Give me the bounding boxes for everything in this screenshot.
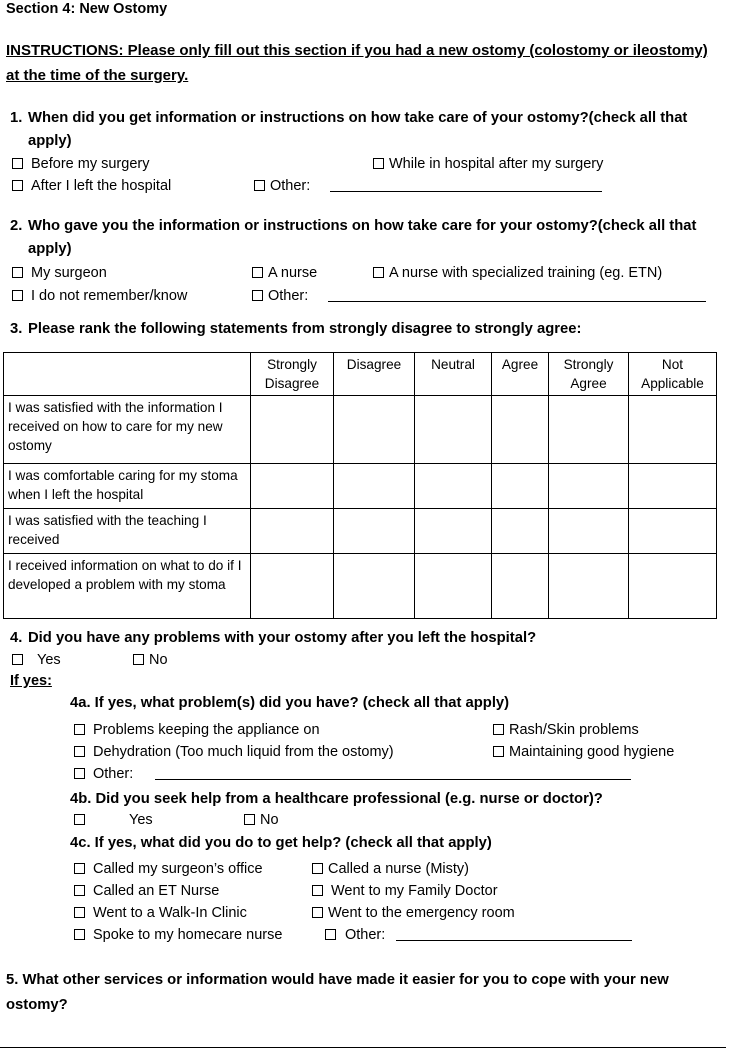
checkbox-icon[interactable] <box>493 746 504 757</box>
q4b-option-no[interactable] <box>244 810 279 830</box>
table-cell[interactable] <box>415 509 492 554</box>
q2-option-label: A nurse with specialized training (eg. ETN) <box>389 265 663 281</box>
q4b-option-yes[interactable] <box>74 810 153 830</box>
question-1-text: When did you get information or instructions on how take care of your ostomy?(check all that apply) <box>28 110 688 149</box>
checkbox-icon[interactable] <box>74 724 85 735</box>
table-cell[interactable] <box>251 396 334 464</box>
q4c-option-label: Called a nurse (Misty) <box>328 861 470 877</box>
q4a-option-label: Rash/Skin problems <box>509 722 639 738</box>
q1-option-label: Other: <box>270 178 311 194</box>
q4c-option-label: Called an ET Nurse <box>93 883 220 899</box>
q4b-option-label: No <box>260 812 279 828</box>
table-cell[interactable] <box>415 554 492 619</box>
if-yes-label <box>10 671 52 691</box>
checkbox-icon[interactable] <box>74 929 85 940</box>
table-corner-header <box>4 353 251 396</box>
q4c-option-surgeons-office[interactable] <box>74 859 263 879</box>
table-cell[interactable] <box>415 464 492 509</box>
checkbox-icon[interactable] <box>244 814 255 825</box>
q4-option-label: No <box>149 652 168 668</box>
q2-option-my-surgeon[interactable] <box>12 263 107 283</box>
q4a-option-label: Dehydration (Too much liquid from the ostomy) <box>93 744 394 760</box>
q4-option-yes[interactable] <box>12 650 61 670</box>
q4c-option-walk-in-clinic[interactable] <box>74 903 247 923</box>
q2-option-label: Other: <box>268 288 309 304</box>
q4a-option-appliance[interactable] <box>74 720 320 740</box>
table-cell[interactable] <box>629 396 717 464</box>
checkbox-icon[interactable] <box>12 158 23 169</box>
q2-option-other[interactable] <box>252 286 308 306</box>
table-cell[interactable] <box>549 554 629 619</box>
q4c-option-et-nurse[interactable] <box>74 881 219 901</box>
q2-other-fill-line[interactable] <box>328 301 706 302</box>
q4c-option-label: Went to my Family Doctor <box>331 883 498 899</box>
table-cell[interactable] <box>629 464 717 509</box>
question-4b-text: 4b. Did you seek help from a healthcare professional (e.g. nurse or doctor)? <box>70 791 603 807</box>
question-4c-heading <box>70 832 492 855</box>
checkbox-icon[interactable] <box>325 929 336 940</box>
table-cell[interactable] <box>415 396 492 464</box>
q4a-option-label: Problems keeping the appliance on <box>93 722 320 738</box>
table-row-statement: I received information on what to do if I developed a problem with my stoma <box>4 554 251 619</box>
table-cell[interactable] <box>334 554 415 619</box>
table-row-statement: I was satisfied with the teaching I received <box>4 509 251 554</box>
rating-matrix-table <box>3 352 717 619</box>
question-4c-text: 4c. If yes, what did you do to get help? (check all that apply) <box>70 835 492 851</box>
checkbox-icon[interactable] <box>312 863 323 874</box>
table-col-strongly-agree: Strongly Agree <box>549 353 629 396</box>
q4a-option-label: Other: <box>93 766 134 782</box>
question-3 <box>0 318 724 341</box>
q2-option-specialized-nurse[interactable] <box>373 263 662 283</box>
checkbox-icon[interactable] <box>312 885 323 896</box>
q4c-option-label: Called my surgeon’s office <box>93 861 263 877</box>
question-4-number: 4. <box>10 630 23 646</box>
q1-option-label: While in hospital after my surgery <box>389 156 604 172</box>
question-3-number: 3. <box>10 321 23 337</box>
table-row <box>4 554 717 619</box>
question-4b-heading <box>70 788 603 811</box>
q4c-option-called-a-nurse[interactable] <box>312 859 469 879</box>
q2-option-label: My surgeon <box>31 265 107 281</box>
question-5 <box>6 968 718 1018</box>
checkbox-icon[interactable] <box>74 768 85 779</box>
question-4 <box>0 627 724 650</box>
table-cell[interactable] <box>334 396 415 464</box>
checkbox-icon[interactable] <box>252 290 263 301</box>
table-col-agree: Agree <box>492 353 549 396</box>
checkbox-icon[interactable] <box>74 863 85 874</box>
table-cell[interactable] <box>492 509 549 554</box>
q4a-option-label: Maintaining good hygiene <box>509 744 675 760</box>
checkbox-icon[interactable] <box>12 267 23 278</box>
q4a-other-fill-line[interactable] <box>155 779 631 780</box>
checkbox-icon[interactable] <box>74 907 85 918</box>
table-row <box>4 464 717 509</box>
q4a-option-rash-skin[interactable] <box>493 720 639 740</box>
q4c-option-label: Went to a Walk-In Clinic <box>93 905 247 921</box>
bottom-divider <box>0 1047 726 1048</box>
table-header-row <box>4 353 717 396</box>
table-cell[interactable] <box>492 554 549 619</box>
q4c-option-label: Other: <box>345 927 386 943</box>
page-title: Section 4: New Ostomy <box>6 1 168 17</box>
q4a-option-other[interactable] <box>74 764 133 784</box>
checkbox-icon[interactable] <box>133 654 144 665</box>
question-4a-heading <box>70 692 509 715</box>
checkbox-icon[interactable] <box>12 290 23 301</box>
q2-option-a-nurse[interactable] <box>252 263 317 283</box>
q1-other-fill-line[interactable] <box>330 191 602 192</box>
q2-option-do-not-remember[interactable] <box>12 286 187 306</box>
q2-option-label: I do not remember/know <box>31 288 188 304</box>
q4c-option-other[interactable] <box>325 925 385 945</box>
table-col-strongly-disagree: Strongly Disagree <box>251 353 334 396</box>
if-yes-text: If yes: <box>10 673 52 689</box>
table-col-not-applicable: Not Applicable <box>629 353 717 396</box>
question-3-heading <box>0 318 724 341</box>
table-cell[interactable] <box>629 554 717 619</box>
q4-option-label: Yes <box>37 652 61 668</box>
q4c-option-label: Spoke to my homecare nurse <box>93 927 283 943</box>
table-cell[interactable] <box>549 509 629 554</box>
q4c-other-fill-line[interactable] <box>396 940 632 941</box>
q4c-option-homecare-nurse[interactable] <box>74 925 282 945</box>
table-cell[interactable] <box>629 509 717 554</box>
checkbox-icon[interactable] <box>12 180 23 191</box>
q4b-option-label: Yes <box>129 812 153 828</box>
question-1 <box>0 107 724 153</box>
question-2 <box>0 215 724 261</box>
table-row-statement: I was comfortable caring for my stoma when I left the hospital <box>4 464 251 509</box>
q4c-option-family-doctor[interactable] <box>312 881 498 901</box>
instructions-text: INSTRUCTIONS: Please only fill out this section if you had a new ostomy (colostomy or ileostomy) at the time of the surgery. <box>6 42 708 84</box>
table-row <box>4 509 717 554</box>
checkbox-icon[interactable] <box>12 654 23 665</box>
checkbox-icon[interactable] <box>373 267 384 278</box>
table-cell[interactable] <box>334 464 415 509</box>
checkbox-icon[interactable] <box>74 885 85 896</box>
table-cell[interactable] <box>334 509 415 554</box>
q1-option-label: After I left the hospital <box>31 178 172 194</box>
q2-option-label: A nurse <box>268 265 318 281</box>
table-cell[interactable] <box>251 464 334 509</box>
checkbox-icon[interactable] <box>312 907 323 918</box>
question-1-heading <box>0 107 724 153</box>
q1-option-label: Before my surgery <box>31 156 150 172</box>
q1-option-other[interactable] <box>254 176 310 196</box>
table-row <box>4 396 717 464</box>
question-2-text: Who gave you the information or instructions on how take care for your ostomy?(check all that apply) <box>28 218 697 257</box>
table-col-neutral: Neutral <box>415 353 492 396</box>
table-cell[interactable] <box>251 509 334 554</box>
q1-option-while-in-hospital[interactable] <box>373 154 603 174</box>
table-col-disagree: Disagree <box>334 353 415 396</box>
table-cell[interactable] <box>492 396 549 464</box>
checkbox-icon[interactable] <box>254 180 265 191</box>
q4-option-no[interactable] <box>133 650 168 670</box>
table-cell[interactable] <box>251 554 334 619</box>
question-4a-text: 4a. If yes, what problem(s) did you have? (check all that apply) <box>70 695 510 711</box>
checkbox-icon[interactable] <box>252 267 263 278</box>
table-row-statement: I was satisfied with the information I received on how to care for my new ostomy <box>4 396 251 464</box>
question-2-heading <box>0 215 724 261</box>
q1-option-after-i-left[interactable] <box>12 176 171 196</box>
question-4-text: Did you have any problems with your ostomy after you left the hospital? <box>28 630 537 646</box>
q4a-option-dehydration[interactable] <box>74 742 394 762</box>
table-cell[interactable] <box>549 464 629 509</box>
table-cell[interactable] <box>492 464 549 509</box>
checkbox-icon[interactable] <box>74 814 85 825</box>
question-1-number: 1. <box>10 110 23 126</box>
q1-option-before-my-surgery[interactable] <box>12 154 149 174</box>
table-cell[interactable] <box>549 396 629 464</box>
question-5-text: 5. What other services or information would have made it easier for you to cope with your new ostomy? <box>6 972 669 1013</box>
q4c-option-emergency-room[interactable] <box>312 903 515 923</box>
checkbox-icon[interactable] <box>373 158 384 169</box>
checkbox-icon[interactable] <box>74 746 85 757</box>
q4c-option-label: Went to the emergency room <box>328 905 515 921</box>
q4a-option-hygiene[interactable] <box>493 742 674 762</box>
question-4-heading <box>0 627 724 650</box>
question-2-number: 2. <box>10 218 23 234</box>
checkbox-icon[interactable] <box>493 724 504 735</box>
question-3-text: Please rank the following statements from strongly disagree to strongly agree: <box>28 321 582 337</box>
